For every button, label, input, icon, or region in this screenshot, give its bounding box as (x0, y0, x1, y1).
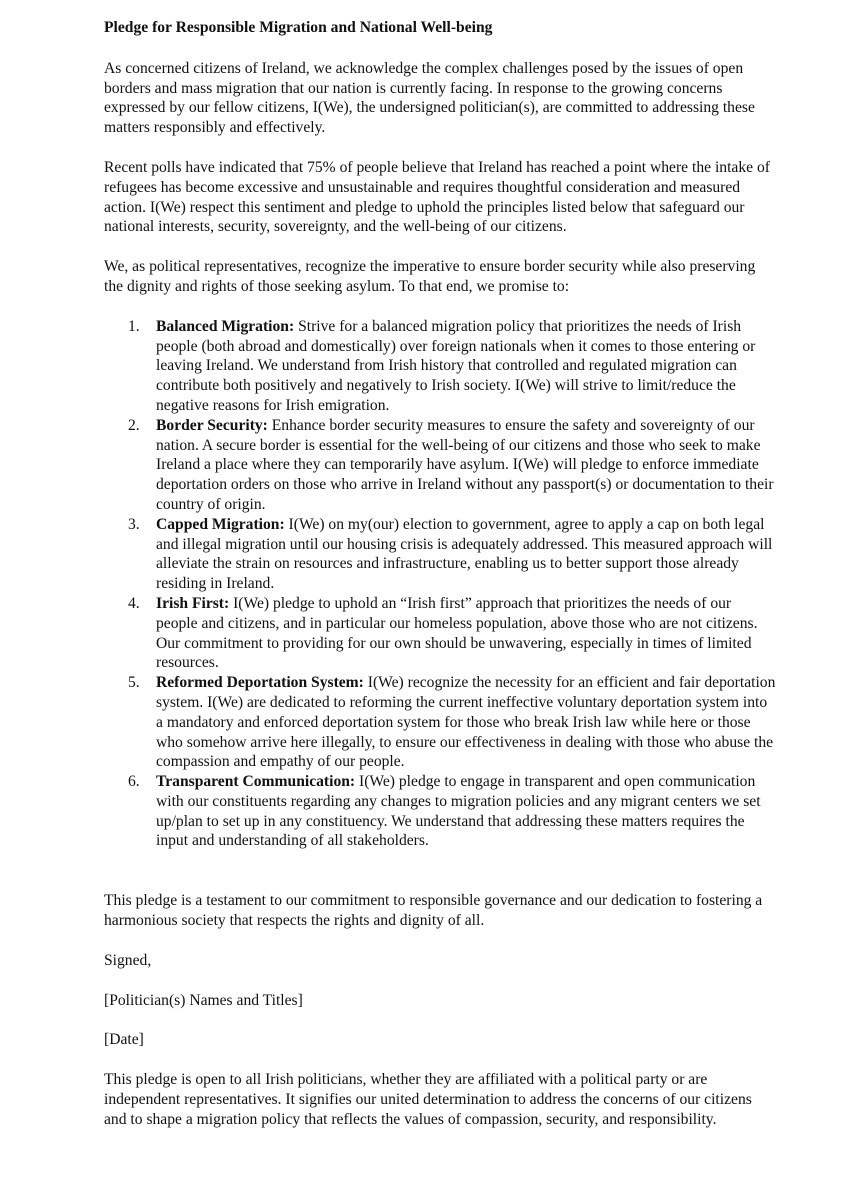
promise-paragraph: We, as political representatives, recognize the imperative to ensure border security while also preserving the dignity and rights of those seeking asylum. To that end, we promise to: (104, 258, 756, 295)
list-item-number: 3. (128, 515, 140, 533)
list-item-number: 6. (128, 773, 140, 791)
list-item-heading: Border Security: (156, 416, 268, 434)
list-item-number: 5. (128, 674, 140, 692)
closing-paragraph: This pledge is a testament to our commitment to responsible governance and our dedication to fostering a harmonious society that respects the rights and dignity of all. (104, 892, 763, 930)
list-item-number: 4. (128, 594, 140, 612)
list-item (104, 594, 776, 673)
signed-label: Signed, (104, 951, 152, 969)
pledge-document (104, 18, 776, 1150)
list-item (104, 515, 776, 594)
pledge-list (104, 317, 776, 852)
document-title: Pledge for Responsible Migration and National Well-being (104, 19, 493, 36)
polls-paragraph: Recent polls have indicated that 75% of people believe that Ireland has reached a point where the intake of refugees has become excessive and unsustainable and requires thoughtful consideration and measured action. I(We) respect this sentiment and pledge to uphold the principles listed below that safeguard our national interests, security, sovereignty, and the well-being of our citizens. (104, 158, 770, 236)
date-placeholder: [Date] (104, 1031, 144, 1049)
list-item-text: Enhance border security measures to ensure the safety and sovereignty of our nation. A secure border is essential for the well-being of our citizens and those who seek to make Ireland a place where they can temporarily have asylum. I(We) will pledge to enforce immediate deportation orders on those who arrive in Ireland without any passport(s) or documentation to their country of origin. (156, 416, 774, 513)
intro-paragraph: As concerned citizens of Ireland, we acknowledge the complex challenges posed by the issues of open borders and mass migration that our nation is currently facing. In response to the growing concerns expressed by our fellow citizens, I(We), the undersigned politician(s), are committed to addressing these matters responsibly and effectively. (104, 59, 755, 137)
list-item-heading: Reformed Deportation System: (156, 674, 364, 692)
list-item-heading: Transparent Communication: (156, 773, 356, 791)
list-item (104, 416, 776, 515)
list-item-heading: Balanced Migration: (156, 317, 295, 335)
list-item (104, 772, 776, 851)
list-item-text: I(We) pledge to engage in transparent and open communication with our constituents regarding any changes to migration policies and any migrant centers we set up/plan to set up in any constituency. We understand that addressing these matters requires the input and understanding of all stakeholders. (156, 773, 761, 850)
list-item-number: 1. (128, 317, 140, 335)
list-item-text: Strive for a balanced migration policy that prioritizes the needs of Irish people (both abroad and domestically) over foreign nationals when it comes to those entering or leaving Ireland. We understand from Irish history that controlled and regulated migration can contribute both positively and negatively to Irish society. I(We) will strive to limit/reduce the negative reasons for Irish emigration. (156, 317, 756, 414)
list-item-heading: Capped Migration: (156, 515, 285, 533)
list-item (104, 317, 776, 416)
list-item-heading: Irish First: (156, 594, 230, 612)
list-item-number: 2. (128, 416, 140, 434)
list-item-text: I(We) on my(our) election to government, agree to apply a cap on both legal and illegal migration until our housing crisis is adequately addressed. This measured approach will alleviate the strain on resources and infrastructure, enabling us to better support those already residing in Ireland. (156, 515, 773, 593)
list-item (104, 673, 776, 772)
footer-paragraph: This pledge is open to all Irish politicians, whether they are affiliated with a political party or are independent representatives. It signifies our united determination to address the concerns of our citizens and to shape a migration policy that reflects the values of compassion, security, and responsibility. (104, 1071, 752, 1128)
names-placeholder: [Politician(s) Names and Titles] (104, 991, 303, 1009)
list-item-text: I(We) recognize the necessity for an efficient and fair deportation system. I(We) are dedicated to reforming the current ineffective voluntary deportation system into a mandatory and enforced deportation system for those who break Irish law while here or those who somehow arrive here illegally, to ensure our effectiveness in dealing with those who abuse the compassion and empathy of our people. (156, 674, 776, 771)
list-item-text: I(We) pledge to uphold an “Irish first” approach that prioritizes the needs of our people and citizens, and in particular our homeless population, above those who are not citizens. Our commitment to providing for our own should be unwavering, especially in times of limited resources. (156, 594, 758, 672)
